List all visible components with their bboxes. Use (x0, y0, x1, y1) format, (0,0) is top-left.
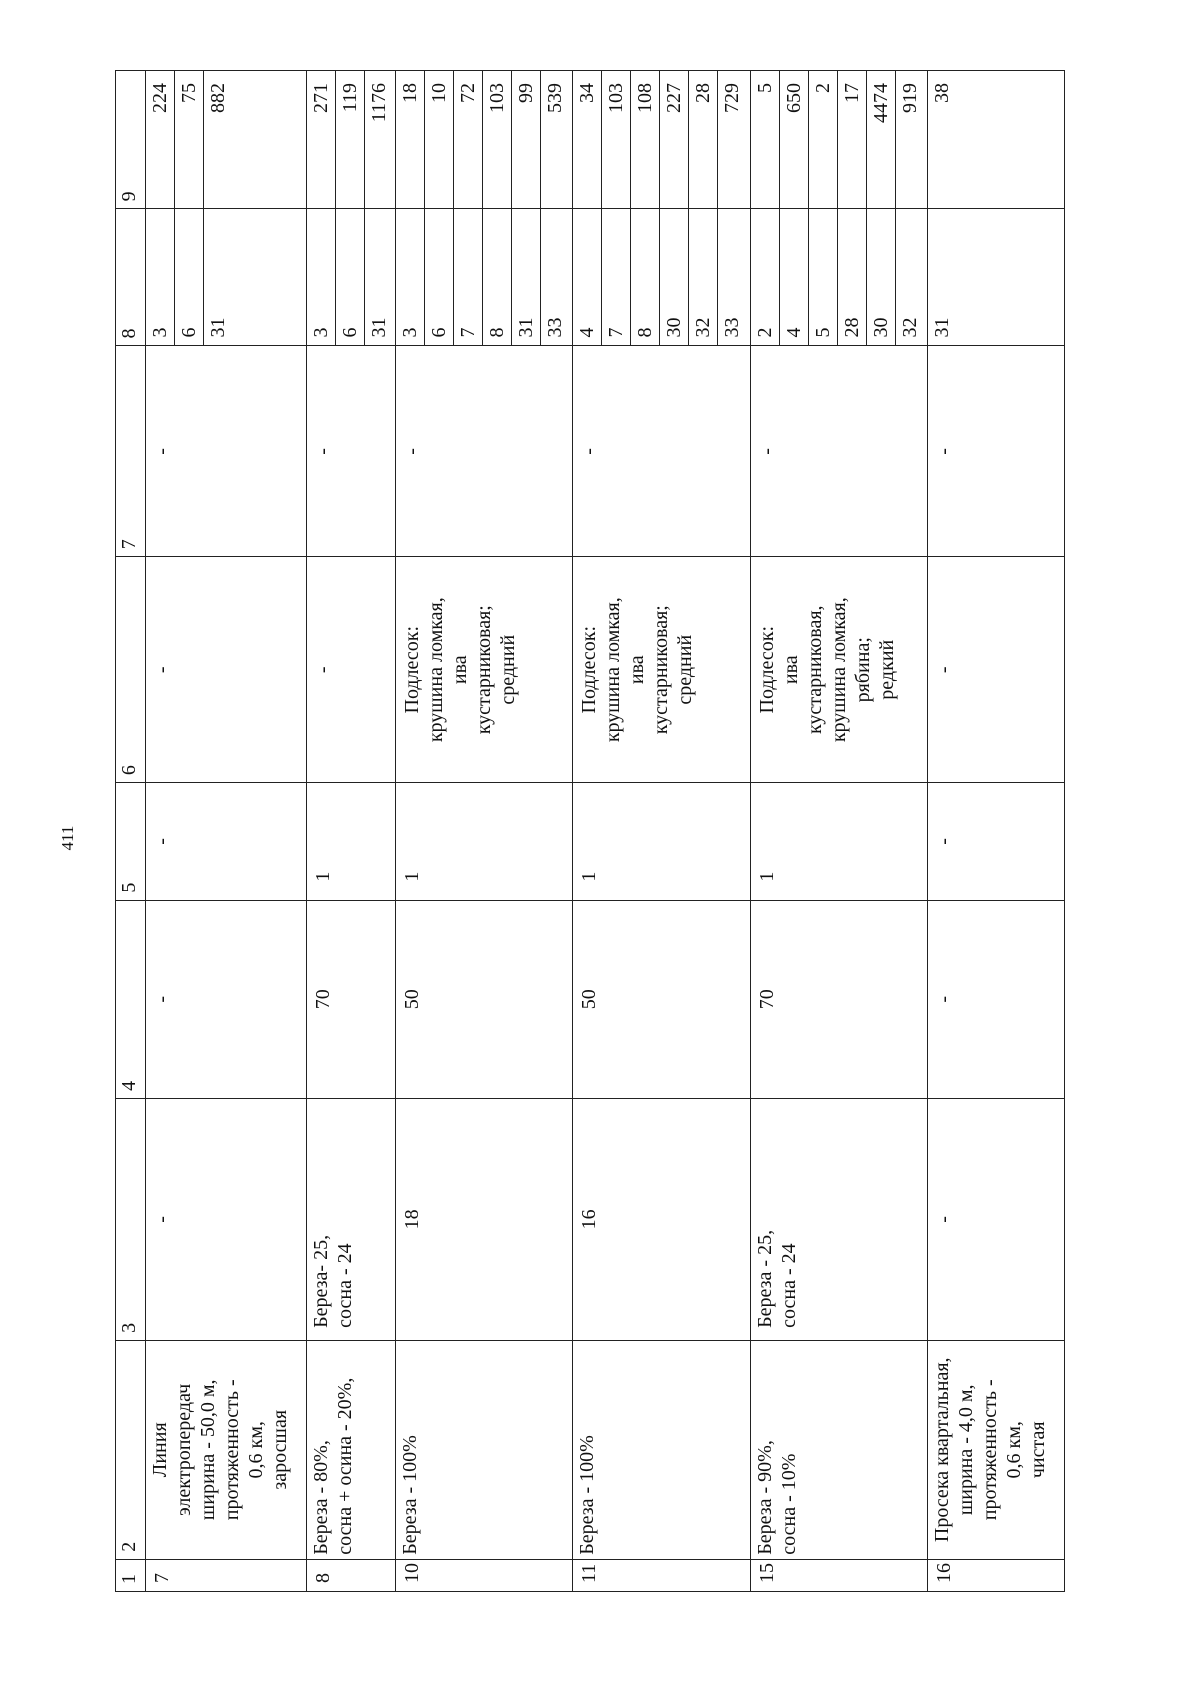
header-cell: 7 (116, 346, 146, 557)
col9-value: 72 (453, 71, 482, 208)
value-col5-cell (928, 783, 1065, 901)
value-col7: - (755, 448, 778, 455)
col9-value: 75 (174, 71, 203, 208)
undergrowth-line: кустарниковая, (803, 605, 826, 734)
col8-value: 31 (206, 317, 229, 338)
col9-value: 919 (898, 83, 921, 113)
species-age-line: - (933, 1216, 956, 1223)
col8-cell (306, 209, 395, 346)
value-col4-cell (573, 900, 751, 1098)
col9-value-list (396, 71, 569, 208)
col9-value-list (307, 71, 393, 208)
value-col7: - (578, 448, 601, 455)
col9-value: 2 (808, 71, 837, 208)
value-col4: - (933, 995, 956, 1003)
undergrowth-line: рябина; (851, 637, 874, 703)
undergrowth-line: кустарниковая; (650, 605, 673, 735)
value-col7-cell (145, 346, 306, 557)
value-col4-cell (306, 900, 395, 1098)
value-col4: 50 (400, 989, 423, 1010)
composition-line: сосна + осина - 20%, (333, 1377, 356, 1555)
value-col5-cell (573, 783, 751, 901)
col9-value: 4474 (866, 71, 895, 208)
col8-value: 3 (146, 209, 175, 345)
row-number-cell (145, 1559, 306, 1591)
species-age-line: 18 (400, 1209, 423, 1230)
col9-value-list (146, 71, 232, 208)
composition-line: электропередач (172, 1383, 195, 1516)
value-col4: 70 (311, 989, 334, 1010)
composition-line: сосна - 10% (777, 1453, 800, 1555)
col8-value: 6 (335, 209, 364, 345)
value-col7-cell (928, 346, 1065, 557)
value-col5: 1 (578, 871, 601, 882)
composition-cell (928, 1340, 1065, 1559)
col9-value: 224 (146, 71, 175, 208)
undergrowth-cell (395, 557, 573, 783)
undergrowth-line: крушина ломкая, (424, 597, 447, 743)
col8-value: 33 (543, 317, 566, 338)
header-cell: 8 (116, 209, 146, 346)
row-number-cell (395, 1559, 573, 1591)
composition-line: ширина - 50,0 м, (196, 1379, 219, 1521)
row-number-cell (306, 1559, 395, 1591)
col8-value-list (146, 209, 232, 345)
undergrowth-line: Подлесок: (400, 625, 423, 714)
col8-value: 31 (931, 317, 954, 338)
undergrowth-line: редкий (875, 639, 898, 700)
header-cell: 3 (116, 1098, 146, 1340)
value-col4-cell (395, 900, 573, 1098)
col8-value-list (307, 209, 393, 345)
col9-cell (145, 71, 306, 209)
table-row (395, 71, 573, 1592)
col8-value: 7 (602, 209, 631, 345)
undergrowth-line: - (933, 666, 956, 674)
value-col5: - (933, 838, 956, 845)
col8-value: 8 (482, 209, 511, 345)
col8-cell (395, 209, 573, 346)
undergrowth-cell (573, 557, 751, 783)
row-number: 10 (400, 1563, 423, 1583)
undergrowth-line: Подлесок: (755, 625, 778, 714)
col8-value: 31 (511, 209, 540, 345)
col8-value: 6 (424, 209, 453, 345)
col9-cell (750, 71, 928, 209)
species-age-line: сосна - 24 (333, 1243, 356, 1328)
col8-value: 28 (837, 209, 866, 345)
undergrowth-line: кустарниковая; (472, 605, 495, 735)
header-cell: 2 (116, 1340, 146, 1559)
value-col7: - (933, 448, 956, 455)
value-col5-cell (395, 783, 573, 901)
col8-value-list (928, 209, 956, 345)
col9-value: 10 (424, 71, 453, 208)
composition-line: чистая (1027, 1421, 1050, 1479)
col8-value-list (751, 209, 924, 345)
col9-value: 729 (721, 83, 744, 113)
col9-cell (573, 71, 751, 209)
species-age-line: - (150, 1216, 173, 1223)
undergrowth-line: - (150, 666, 173, 674)
value-col4: 70 (755, 989, 778, 1010)
col9-value: 28 (689, 71, 718, 208)
col9-cell (306, 71, 395, 209)
composition-line: ширина - 4,0 м, (955, 1384, 978, 1516)
col8-value: 3 (396, 209, 425, 345)
value-col4-cell (928, 900, 1065, 1098)
table-row (145, 71, 306, 1592)
species-age-cell (928, 1098, 1065, 1340)
value-col5: 1 (755, 871, 778, 882)
composition-line: Береза - 100% (576, 1435, 599, 1555)
col9-value: 227 (660, 71, 689, 208)
col8-cell (145, 209, 306, 346)
col8-value: 33 (721, 317, 744, 338)
species-age-line: Береза - 25, (753, 1229, 776, 1328)
composition-line: заросшая (268, 1409, 291, 1490)
undergrowth-line: ива (779, 655, 802, 685)
col9-value-list (751, 71, 924, 208)
col9-value: 119 (335, 71, 364, 208)
col8-value: 4 (573, 209, 602, 345)
forest-inventory-table (115, 70, 1065, 1592)
undergrowth-line: средний (674, 634, 697, 705)
composition-line: Линия (148, 1422, 171, 1478)
table-row (306, 71, 395, 1592)
rotated-table-container (115, 70, 1065, 1592)
col9-value: 539 (543, 83, 566, 113)
col8-value: 30 (866, 209, 895, 345)
species-age-line: Береза- 25, (309, 1234, 332, 1328)
col9-value: 99 (511, 71, 540, 208)
col9-value: 103 (482, 71, 511, 208)
value-col7-cell (395, 346, 573, 557)
col9-value: 108 (631, 71, 660, 208)
composition-line: Просека квартальная, (931, 1357, 954, 1543)
composition-line: 0,6 км, (244, 1421, 267, 1479)
species-age-cell (145, 1098, 306, 1340)
col9-value: 18 (396, 71, 425, 208)
col9-value: 17 (837, 71, 866, 208)
row-number-cell (928, 1559, 1065, 1591)
value-col5: 1 (311, 871, 334, 882)
composition-line: Береза - 100% (398, 1435, 421, 1555)
value-col4-cell (145, 900, 306, 1098)
col9-cell (928, 71, 1065, 209)
col8-value: 32 (689, 209, 718, 345)
col8-value: 8 (631, 209, 660, 345)
value-col7-cell (750, 346, 928, 557)
undergrowth-line: средний (496, 634, 519, 705)
col8-value: 32 (898, 317, 921, 338)
species-age-cell (750, 1098, 928, 1340)
col8-value-list (573, 209, 746, 345)
value-col7-cell (306, 346, 395, 557)
row-number: 15 (755, 1563, 778, 1583)
composition-line: 0,6 км, (1003, 1421, 1026, 1479)
col9-value: 1176 (367, 83, 390, 123)
col9-value: 38 (931, 83, 954, 103)
value-col7: - (311, 448, 334, 455)
col8-value: 2 (751, 209, 780, 345)
undergrowth-line: Подлесок: (578, 625, 601, 714)
table-row (750, 71, 928, 1592)
table-body (116, 71, 1065, 1592)
undergrowth-line: крушина ломкая, (602, 597, 625, 743)
value-col4: - (150, 995, 173, 1003)
species-age-cell (395, 1098, 573, 1340)
species-age-line: 16 (578, 1209, 601, 1230)
value-col4-cell (750, 900, 928, 1098)
undergrowth-line: ива (626, 655, 649, 685)
col9-value: 650 (779, 71, 808, 208)
undergrowth-cell (145, 557, 306, 783)
header-cell: 1 (116, 1559, 146, 1591)
composition-line: протяженность - (979, 1379, 1002, 1521)
row-number: 8 (311, 1573, 334, 1583)
composition-line: протяженность - (220, 1379, 243, 1521)
header-cell: 9 (116, 71, 146, 209)
species-age-line: сосна - 24 (777, 1243, 800, 1328)
value-col5-cell (145, 783, 306, 901)
col9-value: 103 (602, 71, 631, 208)
undergrowth-line: ива (448, 655, 471, 685)
undergrowth-cell (306, 557, 395, 783)
col8-cell (573, 209, 751, 346)
col8-value: 5 (808, 209, 837, 345)
undergrowth-line: - (311, 666, 334, 674)
row-number: 11 (578, 1563, 601, 1583)
col8-value: 7 (453, 209, 482, 345)
undergrowth-line: крушина ломкая, (827, 597, 850, 743)
col9-value: 34 (573, 71, 602, 208)
col8-value: 6 (174, 209, 203, 345)
col8-value: 3 (307, 209, 336, 345)
header-cell: 4 (116, 900, 146, 1098)
col9-value: 271 (307, 71, 336, 208)
composition-cell (573, 1340, 751, 1559)
col9-value: 882 (206, 83, 229, 113)
col9-value: 5 (751, 71, 780, 208)
species-age-cell (573, 1098, 751, 1340)
col8-cell (750, 209, 928, 346)
composition-cell (750, 1340, 928, 1559)
composition-cell (306, 1340, 395, 1559)
table-row (928, 71, 1065, 1592)
col8-value: 30 (660, 209, 689, 345)
col8-cell (928, 209, 1065, 346)
value-col4: 50 (578, 989, 601, 1010)
species-age-cell (306, 1098, 395, 1340)
page-number: 411 (58, 825, 77, 851)
undergrowth-cell (750, 557, 928, 783)
row-number-cell (750, 1559, 928, 1591)
undergrowth-cell (928, 557, 1065, 783)
value-col7-cell (573, 346, 751, 557)
composition-cell (145, 1340, 306, 1559)
row-number: 7 (150, 1573, 173, 1583)
value-col5-cell (306, 783, 395, 901)
value-col7: - (150, 448, 173, 455)
row-number: 16 (933, 1563, 956, 1583)
col8-value: 31 (367, 317, 390, 338)
value-col5: - (150, 838, 173, 845)
value-col5-cell (750, 783, 928, 901)
col9-value-list (573, 71, 746, 208)
value-col5: 1 (400, 871, 423, 882)
header-cell: 6 (116, 557, 146, 783)
col8-value-list (396, 209, 569, 345)
header-row (116, 71, 146, 1592)
table-row (573, 71, 751, 1592)
composition-cell (395, 1340, 573, 1559)
header-cell: 5 (116, 783, 146, 901)
row-number-cell (573, 1559, 751, 1591)
composition-line: Береза - 80%, (309, 1440, 332, 1555)
col8-value: 4 (779, 209, 808, 345)
value-col7: - (400, 448, 423, 455)
col9-cell (395, 71, 573, 209)
col9-value-list (928, 71, 956, 208)
composition-line: Береза - 90%, (753, 1440, 776, 1555)
